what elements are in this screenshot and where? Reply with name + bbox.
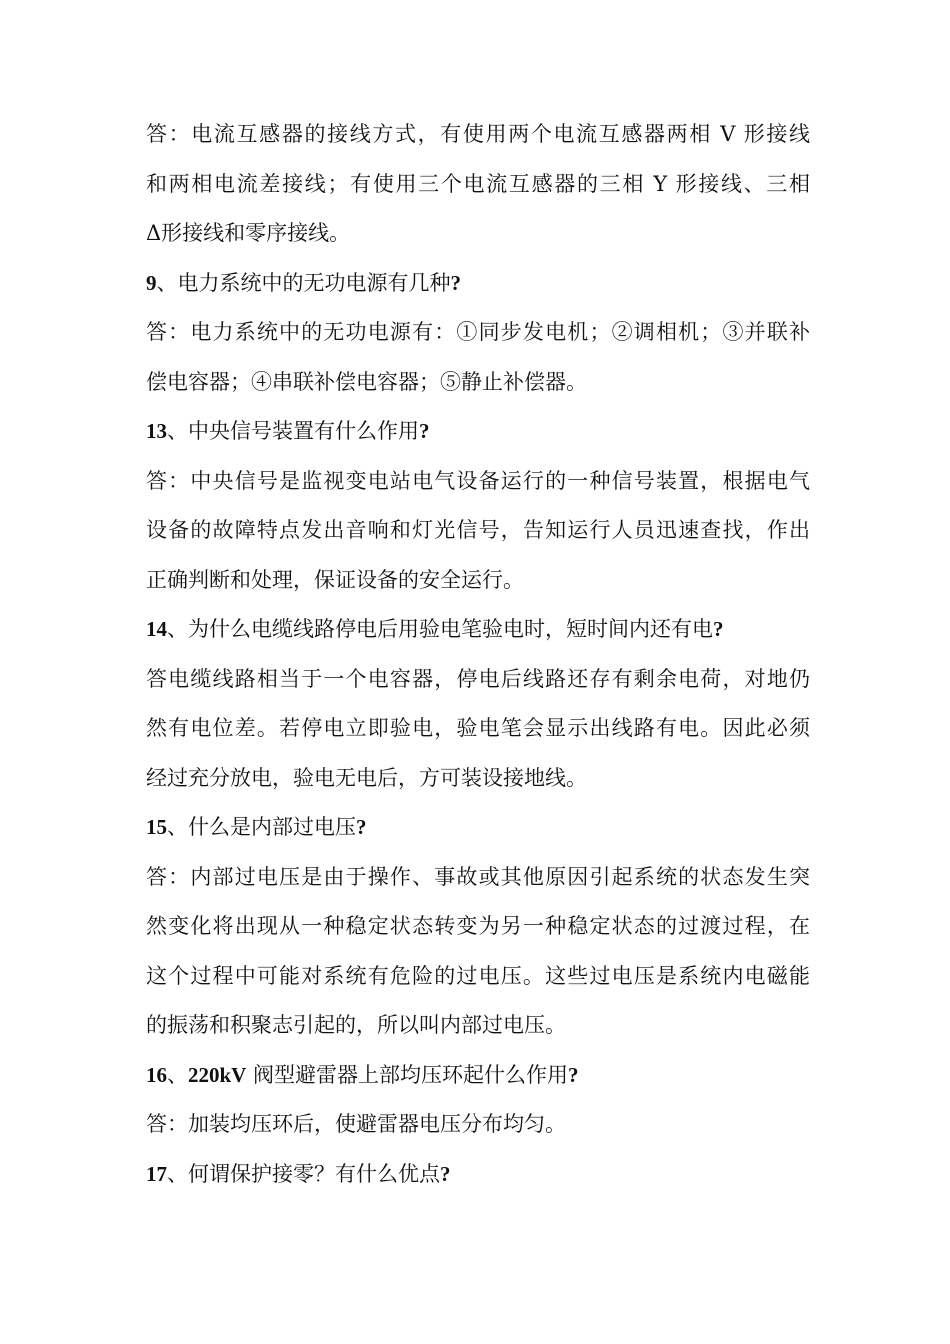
answer-line: 和两相电流差接线；有使用三个电流互感器的三相 Y 形接线、三相	[146, 171, 810, 196]
question-heading	[146, 1150, 810, 1200]
voltage-rating: 220kV	[188, 1062, 247, 1087]
question-heading	[146, 803, 810, 853]
answer-line: 经过充分放电，验电无电后，方可装设接地线。	[146, 765, 587, 790]
question-number: 9	[146, 270, 157, 295]
question-text: 、电力系统中的无功电源有几种	[156, 270, 451, 295]
answer-line: 这个过程中可能对系统有危险的过电压。这些过电压是系统内电磁能	[146, 963, 810, 988]
question-text: 、为什么电缆线路停电后用验电笔验电时，短时间内还有电	[167, 617, 713, 641]
answer-line: 的振荡和积聚志引起的，所以叫内部过电压。	[146, 1013, 566, 1037]
question-text: 、中央信号装置有什么作用	[167, 419, 419, 443]
answer-line: 答：内部过电压是由于操作、事故或其他原因引起系统的状态发生突	[146, 864, 810, 889]
answer-line: 偿电容器；④串联补偿电容器；⑤静止补偿器。	[146, 369, 587, 394]
question-number: 14	[146, 617, 167, 641]
question-text: 阀型避雷器上部均压环起什么作用	[246, 1062, 569, 1087]
answer-line: 正确判断和处理，保证设备的安全运行。	[146, 567, 524, 592]
question-mark: ?	[713, 617, 724, 641]
answer-line: 然变化将出现从一种稳定状态转变为另一种稳定状态的过渡过程，在	[146, 914, 810, 938]
document-body	[146, 110, 810, 1199]
question-mark: ?	[568, 1062, 579, 1087]
answer-line: 答电缆线路相当于一个电容器，停电后线路还存有剩余电荷，对地仍	[146, 666, 810, 691]
question-mark: ?	[450, 270, 461, 295]
question-heading	[146, 407, 810, 457]
answer-line: 然有电位差。若停电立即验电，验电笔会显示出线路有电。因此必须	[146, 716, 810, 740]
answer-line: Δ形接线和零序接线。	[146, 221, 351, 245]
question-number: 15	[146, 815, 167, 839]
question-heading	[146, 1051, 810, 1101]
answer-line: 答：电力系统中的无功电源有：①同步发电机；②调相机；③并联补	[146, 320, 810, 344]
question-mark: ?	[419, 419, 430, 443]
question-mark: ?	[440, 1161, 451, 1186]
question-number: 17	[146, 1161, 167, 1186]
answer-line: 设备的故障特点发出音响和灯光信号，告知运行人员迅速查找，作出	[146, 518, 810, 542]
question-heading	[146, 605, 810, 655]
question-text: 、什么是内部过电压	[167, 815, 356, 839]
question-number: 16	[146, 1062, 167, 1087]
answer-line: 答：加装均压环后，使避雷器电压分布均匀。	[146, 1112, 566, 1136]
question-number: 13	[146, 419, 167, 443]
answer-line: 答：中央信号是监视变电站电气设备运行的一种信号装置，根据电气	[146, 468, 810, 493]
question-heading	[146, 259, 810, 309]
question-mark: ?	[356, 815, 367, 839]
answer-line: 答：电流互感器的接线方式，有使用两个电流互感器两相 V 形接线	[146, 122, 810, 146]
question-text: 、何谓保护接零？有什么优点	[167, 1161, 440, 1186]
question-text: 、	[167, 1062, 188, 1087]
